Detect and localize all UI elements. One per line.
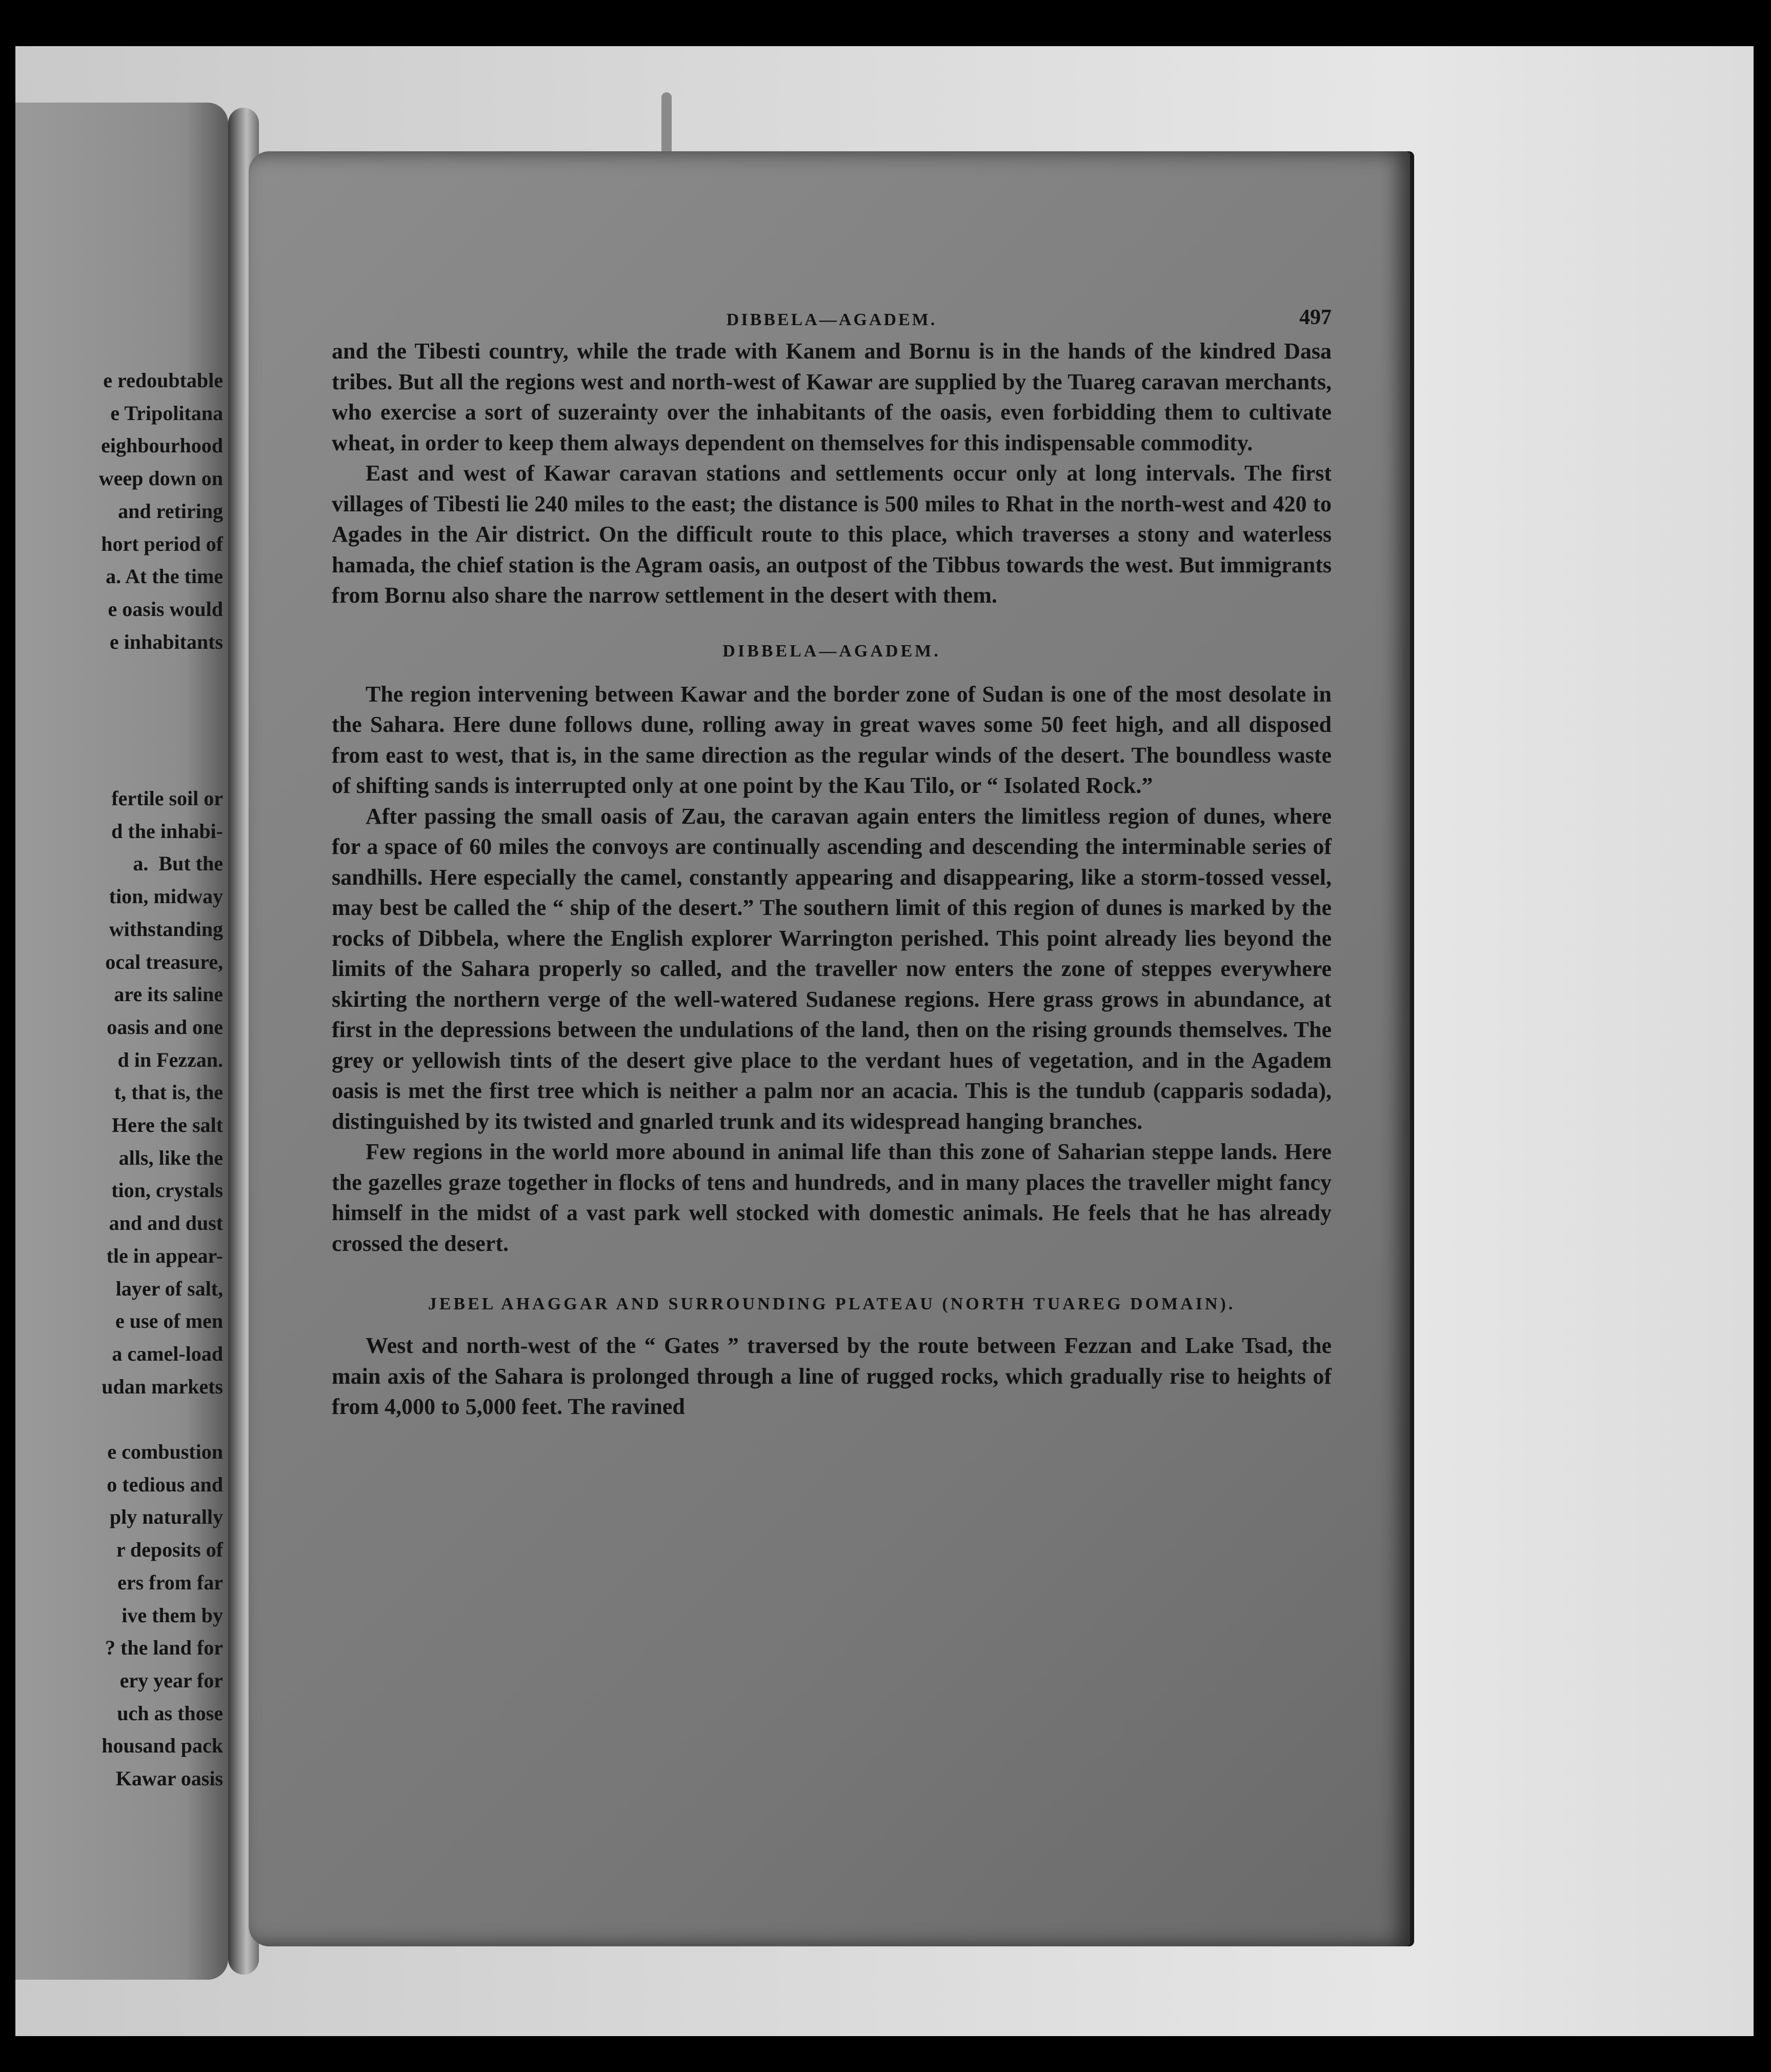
section-heading: JEBEL AHAGGAR AND SURROUNDING PLATEAU (NORTH TUAREG DOMAIN). [428, 1294, 1236, 1313]
running-head [332, 305, 1332, 336]
paragraph: and the Tibesti country, while the trade with Kanem and Bornu is in the hands of the kindred Dasa tribes. But all the regions west and north-west of Kawar are supplied by the Tuareg caravan merchants, who exercise a sort of suzerainty over the inhabitants of the oasis, even forbidding them to cultivate wheat, in order to keep them always dependent on themselves for this indispensable commodity. [332, 338, 1332, 455]
paragraph: Few regions in the world more abound in animal life than this zone of Saharian steppe lands. Here the gazelles graze together in flocks of tens and hundreds, and in many places the traveller might fancy himself in the midst of a vast park well stocked with domestic animals. He feels that he has already crossed the desert. [332, 1139, 1332, 1256]
page-number: 497 [1299, 306, 1332, 329]
paragraph: After passing the small oasis of Zau, the caravan again enters the limitless region of dunes, where for a space of 60 miles the convoys are continually ascending and descending the interminable series of sandhills. Here especially the camel, constantly appearing and disappearing, like a storm-tossed vessel, may best be called the “ ship of the desert.” The southern limit of this region of dunes is marked by the rocks of Dibbela, where the English explorer Warrington perished. This point already lies beyond the limits of the Sahara properly so called, and the traveller now enters the zone of steppes everywhere skirting the northern verge of the well-watered Sudanese regions. Here grass grows in abundance, at first in the depressions between the undulations of the land, then on the rising grounds themselves. The grey or yellowish tints of the desert give place to the verdant hues of vegetation, and in the Agadem oasis is met the first tree which is neither a palm nor an acacia. This is the tundub (capparis sodada), distinguished by its twisted and gnarled trunk and its widespread hanging branches. [332, 803, 1332, 1134]
left-column-bottom: fertile soil or d the inhabi- a. But the tion, midway withstanding ocal treasure, are its saline oasis and one d in Fezzan. t, that is, the Here the salt alls, like the tion, crystals and and dust tle in appear- layer of salt, e use of men a camel-load udan markets e combustion o tedious and ply naturally r deposits of ers from far ive them by ? the land for ery year for uch as those housand pack Kawar oasis [102, 787, 223, 1790]
paragraph: West and north-west of the “ Gates ” traversed by the route between Fezzan and Lake Tsad, the main axis of the Sahara is prolonged through a line of rugged rocks, which gradually rise to heights of from 4,000 to 5,000 feet. The ravined [332, 1333, 1332, 1419]
running-head-title: DIBBELA—AGADEM. [726, 310, 937, 329]
left-column-top: e redoubtable e Tripolitana eighbourhood weep down on and retiring hort period of a. At the time e oasis would e inhabitants [98, 369, 223, 653]
section-heading: DIBBELA—AGADEM. [722, 641, 941, 661]
left-page [15, 103, 228, 1980]
film-frame [15, 46, 1754, 2036]
paragraph: East and west of Kawar caravan stations and settlements occur only at long intervals. The first villages of Tibesti lie 240 miles to the east; the distance is 500 miles to Rhat in the north-west and 420 to Agades in the Air district. On the difficult route to this place, which traverses a stony and waterless hamada, the chief station is the Agram oasis, an outpost of the Tibbus towards the west. But immigrants from Bornu also share the narrow settlement in the desert with them. [332, 461, 1332, 608]
page-body [332, 305, 1332, 1422]
paragraph: The region intervening between Kawar and the border zone of Sudan is one of the most desolate in the Sahara. Here dune follows dune, rolling away in great waves some 50 feet high, and all disposed from east to west, that is, in the same direction as the regular winds of the desert. The boundless waste of shifting sands is interrupted only at one point by the Kau Tilo, or “ Isolated Rock.” [332, 681, 1332, 798]
right-page [249, 151, 1410, 1946]
